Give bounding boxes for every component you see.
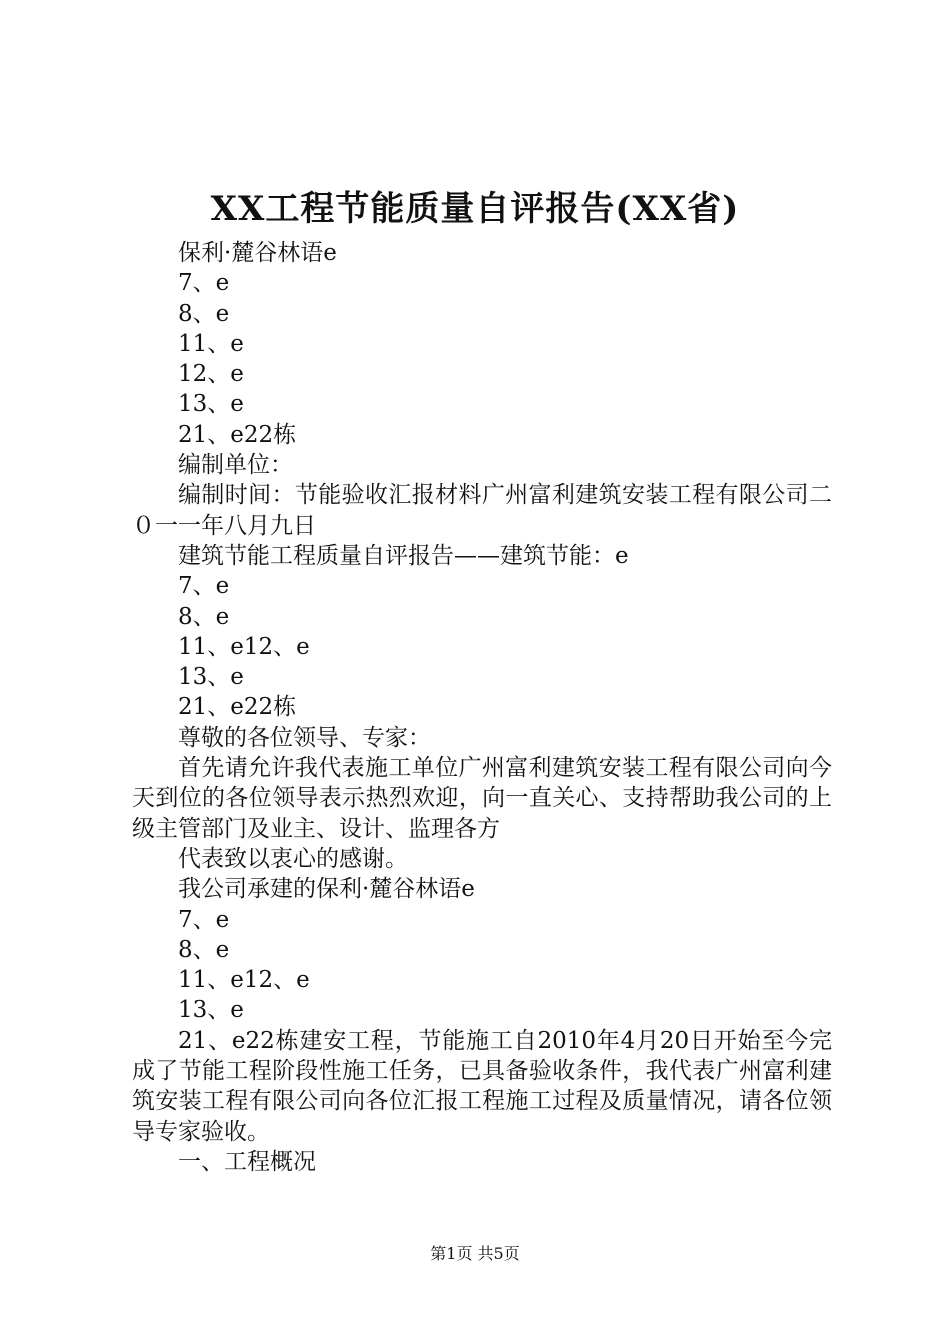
paragraph: 8、e: [178, 300, 230, 327]
document-body: [132, 238, 832, 1177]
paragraph: 编制时间：节能验收汇报材料广州富利建筑安装工程有限公司二０一一年八月九日: [132, 482, 832, 539]
paragraph: 21、e22栋: [178, 694, 297, 721]
page-footer: 第1页 共5页: [430, 1244, 520, 1263]
paragraph: 13、e: [178, 997, 244, 1024]
paragraph: 7、e: [178, 573, 230, 600]
document-title: XX工程节能质量自评报告(XX省): [210, 189, 740, 229]
paragraph: 尊敬的各位领导、专家：: [178, 724, 431, 751]
paragraph: 11、e12、e: [178, 967, 310, 994]
paragraph: 13、e: [178, 391, 244, 418]
section-heading: 一、工程概况: [178, 1148, 316, 1175]
paragraph: 保利·麓谷林语e: [178, 240, 337, 266]
paragraph: 编制单位：: [178, 452, 293, 479]
paragraph: 首先请允许我代表施工单位广州富利建筑安装工程有限公司向今天到位的各位领导表示热烈欢迎，向一直关心、支持帮助我公司的上级主管部门及业主、设计、监理各方: [132, 755, 832, 842]
paragraph: 8、e: [178, 603, 230, 630]
paragraph: 11、e12、e: [178, 633, 310, 660]
paragraph: 我公司承建的保利·麓谷林语e: [178, 876, 475, 903]
paragraph: 12、e: [178, 361, 244, 388]
paragraph: 8、e: [178, 936, 230, 963]
paragraph: 21、e22栋: [178, 421, 297, 448]
paragraph: 建筑节能工程质量自评报告——建筑节能：e: [178, 542, 629, 569]
paragraph: 11、e: [178, 330, 244, 357]
paragraph: 7、e: [178, 270, 230, 297]
paragraph: 21、e22栋建安工程，节能施工自2010年4月20日开始至今完成了节能工程阶段性施工任务，已具备验收条件，我代表广州富利建筑安装工程有限公司向各位汇报工程施工过程及质量情况，请各位领导专家验收。: [132, 1027, 832, 1145]
paragraph: 代表致以衷心的感谢。: [178, 845, 408, 872]
paragraph: 13、e: [178, 664, 244, 691]
paragraph: 7、e: [178, 906, 230, 933]
